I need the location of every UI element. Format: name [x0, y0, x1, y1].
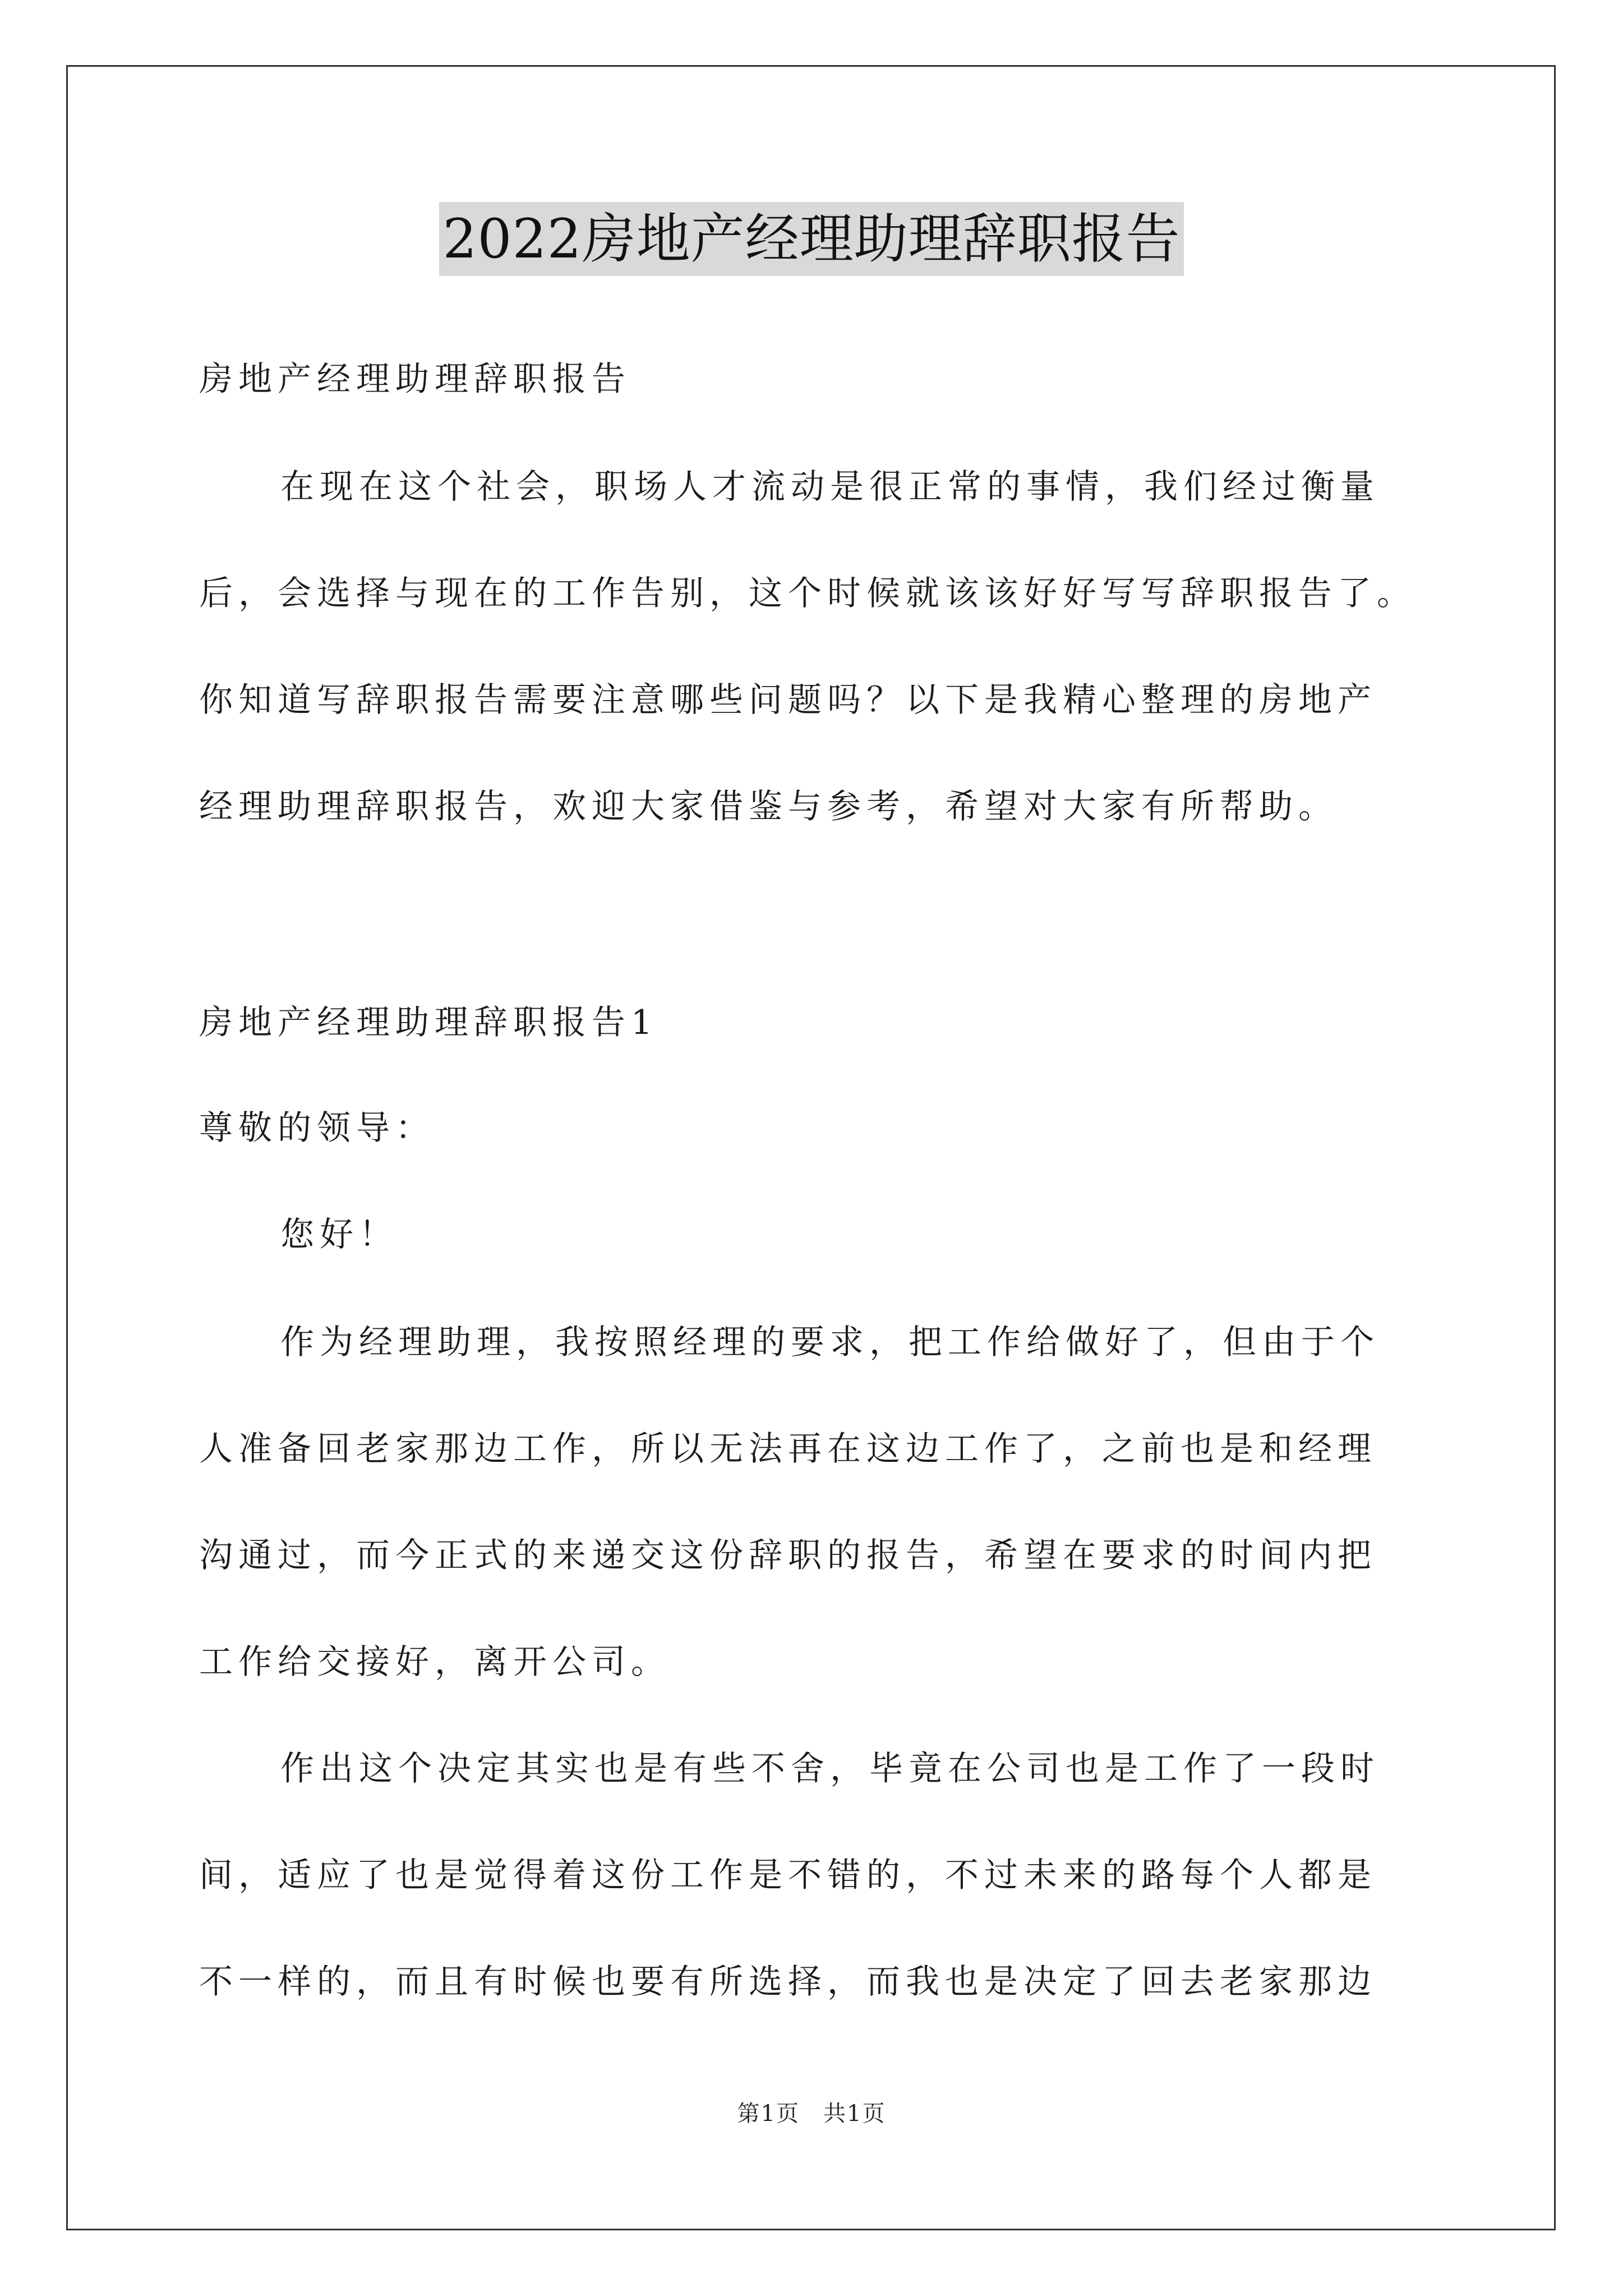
intro-line: 你知道写辞职报告需要注意哪些问题吗？以下是我精心整理的房地产: [199, 680, 1377, 720]
page-footer: 第1页 共1页: [737, 2101, 886, 2127]
paragraph-line: 沟通过，而今正式的来递交这份辞职的报告，希望在要求的时间内把: [199, 1536, 1377, 1575]
intro-line: 后，会选择与现在的工作告别，这个时候就该该好好写写辞职报告了。: [199, 574, 1416, 613]
paragraph-line: 不一样的，而且有时候也要有所选择，而我也是决定了回去老家那边: [199, 1962, 1377, 2001]
greeting: 您好！: [280, 1215, 398, 1254]
title-container: [0, 202, 1623, 276]
intro-line: 经理助理辞职报告，欢迎大家借鉴与参考，希望对大家有所帮助。: [199, 787, 1338, 826]
paragraph-line: 人准备回老家那边工作，所以无法再在这边工作了，之前也是和经理: [199, 1429, 1377, 1469]
intro-line: 在现在这个社会，职场人才流动是很正常的事情，我们经过衡量: [280, 467, 1380, 507]
salutation: 尊敬的领导：: [199, 1108, 435, 1148]
paragraph-line: 工作给交接好，离开公司。: [199, 1642, 670, 1682]
document-subtitle: 房地产经理助理辞职报告: [199, 360, 631, 399]
paragraph-line: 作为经理助理，我按照经理的要求，把工作给做好了，但由于个: [280, 1323, 1380, 1362]
paragraph-line: 间，适应了也是觉得着这份工作是不错的，不过未来的路每个人都是: [199, 1856, 1377, 1895]
section-heading: 房地产经理助理辞职报告1: [199, 1003, 658, 1042]
document-title: 2022房地产经理助理辞职报告: [439, 202, 1183, 276]
paragraph-line: 作出这个决定其实也是有些不舍，毕竟在公司也是工作了一段时: [280, 1749, 1380, 1788]
